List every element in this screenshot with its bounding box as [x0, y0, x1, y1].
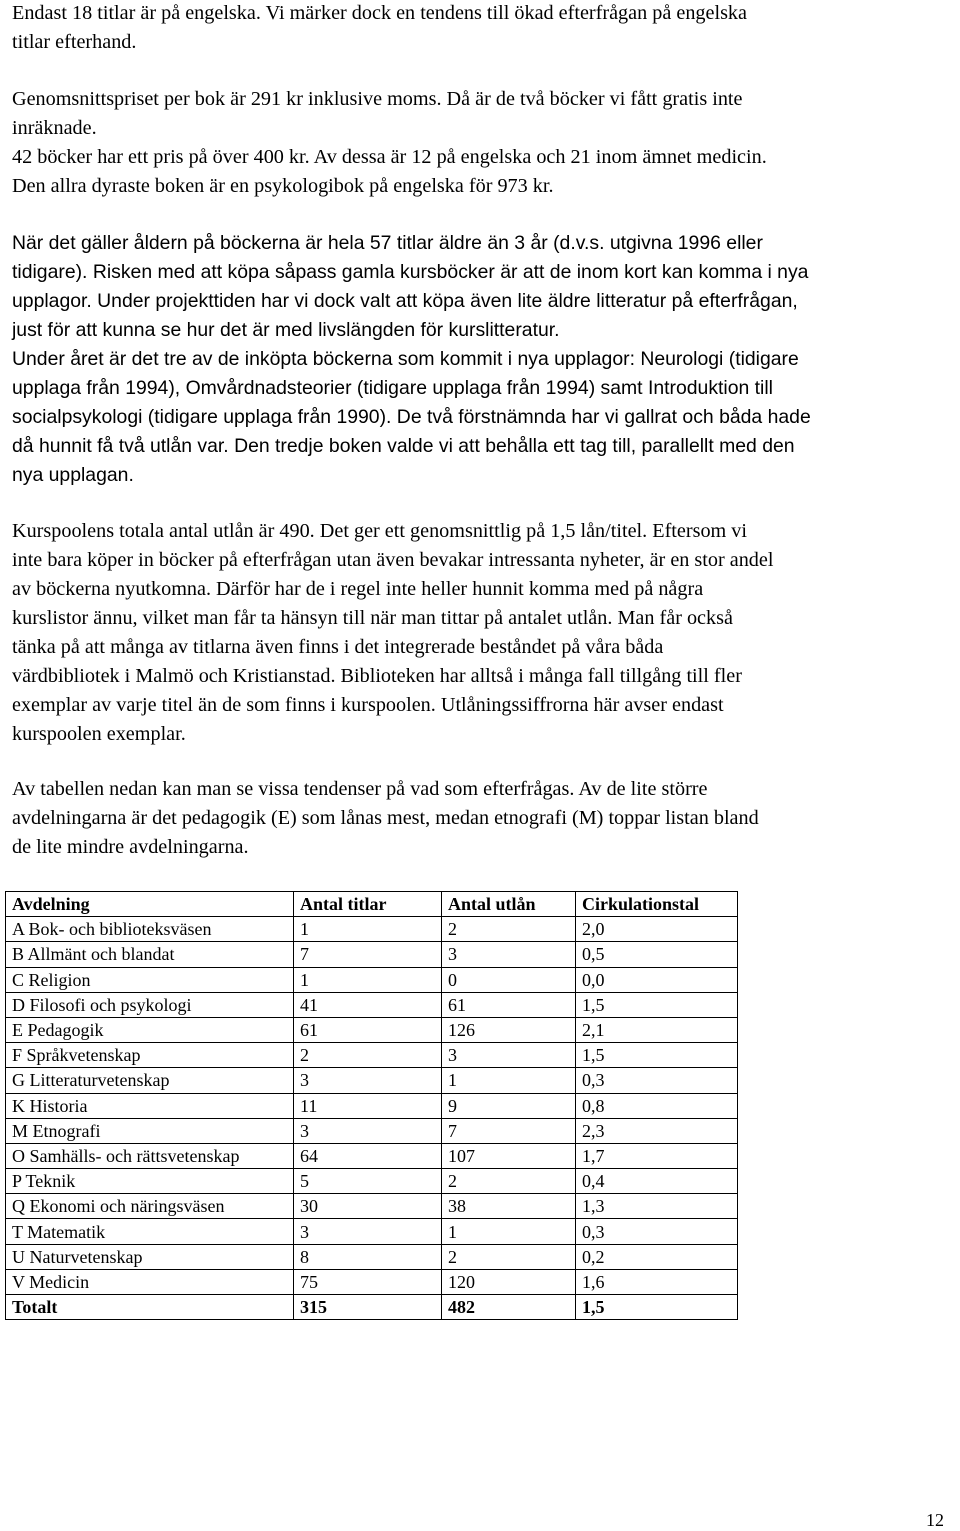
text-line: Den allra dyraste boken är en psykologibok på engelska för 973 kr.: [12, 175, 554, 197]
text-line: upplagor. Under projekttiden har vi dock valt att köpa även lite äldre litteratur på efterfrågan,: [12, 290, 798, 312]
table-cell: F Språkvetenskap: [6, 1043, 294, 1068]
table-cell: 1: [442, 1068, 576, 1093]
table-row: [6, 1118, 738, 1143]
text-line: exemplar av varje titel än de som finns i kurspoolen. Utlåningssiffrorna här avser endast: [12, 694, 724, 716]
text-line: inräknade.: [12, 117, 97, 139]
table-cell: E Pedagogik: [6, 1017, 294, 1042]
table-cell: 3: [294, 1068, 442, 1093]
table-cell: 1,6: [576, 1269, 738, 1294]
table-cell: 2: [442, 1244, 576, 1269]
text-line: just för att kunna se hur det är med livslängden för kurslitteratur.: [12, 319, 560, 341]
text-line: inte bara köper in böcker på efterfrågan utan även bevakar intressanta nyheter, är en stor andel: [12, 549, 774, 571]
table-cell: 315: [294, 1295, 442, 1320]
table-row: [6, 1244, 738, 1269]
text-line: avdelningarna är det pedagogik (E) som lånas mest, medan etnografi (M) toppar listan bland: [12, 807, 759, 829]
table-row: [6, 1043, 738, 1068]
text-line: kurslistor ännu, vilket man får ta hänsyn till när man tittar på antalet utlån. Man får också: [12, 607, 733, 629]
table-row: [6, 1093, 738, 1118]
table-cell: 41: [294, 992, 442, 1017]
table-cell: 38: [442, 1194, 576, 1219]
table-cell: 7: [294, 942, 442, 967]
table-row: [6, 1219, 738, 1244]
table-cell: P Teknik: [6, 1169, 294, 1194]
table-cell: V Medicin: [6, 1269, 294, 1294]
table-cell: M Etnografi: [6, 1118, 294, 1143]
table-row: [6, 1143, 738, 1168]
table-cell: 0,3: [576, 1219, 738, 1244]
table-row: [6, 917, 738, 942]
table-cell: 75: [294, 1269, 442, 1294]
table-cell: 61: [294, 1017, 442, 1042]
table-cell: 1,5: [576, 1295, 738, 1320]
paragraph-loans: [12, 517, 947, 749]
table-row: [6, 942, 738, 967]
table-cell: 0: [442, 967, 576, 992]
text-line: nya upplagan.: [12, 464, 134, 486]
table-cell: C Religion: [6, 967, 294, 992]
table-row: [6, 992, 738, 1017]
table-cell: 2,0: [576, 917, 738, 942]
table-cell: 1: [294, 967, 442, 992]
table-cell: 126: [442, 1017, 576, 1042]
text-line: kurspoolen exemplar.: [12, 723, 186, 745]
table-cell: 11: [294, 1093, 442, 1118]
table-cell: 8: [294, 1244, 442, 1269]
table-cell: 7: [442, 1118, 576, 1143]
column-header: Avdelning: [6, 892, 294, 917]
text-line: socialpsykologi (tidigare upplaga från 1990). De två förstnämnda har vi gallrat och båda hade: [12, 406, 811, 428]
table-header-row: [6, 892, 738, 917]
table-body: [6, 892, 738, 1320]
paragraph-table-intro: [12, 775, 947, 862]
table-cell: 1: [442, 1219, 576, 1244]
table-cell: 0,5: [576, 942, 738, 967]
table-cell: 2: [294, 1043, 442, 1068]
table-cell: U Naturvetenskap: [6, 1244, 294, 1269]
table-cell: 2: [442, 917, 576, 942]
table-cell: 2: [442, 1169, 576, 1194]
column-header: Antal titlar: [294, 892, 442, 917]
table-cell: 0,8: [576, 1093, 738, 1118]
table-cell: O Samhälls- och rättsvetenskap: [6, 1143, 294, 1168]
table-cell: 1,5: [576, 992, 738, 1017]
paragraph-book-age: [12, 229, 947, 490]
table-row: [6, 1169, 738, 1194]
table-cell: 2,1: [576, 1017, 738, 1042]
table-row: [6, 1017, 738, 1042]
text-line: av böckerna nyutkomna. Därför har de i regel inte heller hunnit komma med på några: [12, 578, 704, 600]
table-cell: 1,7: [576, 1143, 738, 1168]
table-cell: 120: [442, 1269, 576, 1294]
table-cell: 482: [442, 1295, 576, 1320]
table-row: [6, 1194, 738, 1219]
column-header: Antal utlån: [442, 892, 576, 917]
table-cell: G Litteraturvetenskap: [6, 1068, 294, 1093]
table-cell: 0,0: [576, 967, 738, 992]
table-cell: 64: [294, 1143, 442, 1168]
table-cell: 3: [294, 1118, 442, 1143]
table-row: [6, 1269, 738, 1294]
table-cell: T Matematik: [6, 1219, 294, 1244]
table-cell: 1,5: [576, 1043, 738, 1068]
table-cell: 0,3: [576, 1068, 738, 1093]
table-cell: 1,3: [576, 1194, 738, 1219]
table-cell: 3: [442, 1043, 576, 1068]
text-line: Genomsnittspriset per bok är 291 kr inklusive moms. Då är de två böcker vi fått gratis inte: [12, 88, 743, 110]
text-line: Av tabellen nedan kan man se vissa tendenser på vad som efterfrågas. Av de lite större: [12, 778, 708, 800]
table-cell: 3: [442, 942, 576, 967]
table-cell: K Historia: [6, 1093, 294, 1118]
paragraph-prices: [12, 85, 947, 201]
circulation-table: [5, 891, 738, 1320]
table-cell: 3: [294, 1219, 442, 1244]
text-line: Kurspoolens totala antal utlån är 490. Det ger ett genomsnittlig på 1,5 lån/titel. Eftersom vi: [12, 520, 747, 542]
table-cell: 61: [442, 992, 576, 1017]
table-cell: B Allmänt och blandat: [6, 942, 294, 967]
table-row: [6, 1068, 738, 1093]
table-cell: Totalt: [6, 1295, 294, 1320]
text-line: Endast 18 titlar är på engelska. Vi märker dock en tendens till ökad efterfrågan på engelska: [12, 2, 747, 24]
table-cell: 0,4: [576, 1169, 738, 1194]
table-cell: Q Ekonomi och näringsväsen: [6, 1194, 294, 1219]
text-line: När det gäller åldern på böckerna är hela 57 titlar äldre än 3 år (d.v.s. utgivna 1996 eller: [12, 232, 763, 254]
column-header: Cirkulationstal: [576, 892, 738, 917]
table-cell: 5: [294, 1169, 442, 1194]
text-line: titlar efterhand.: [12, 31, 137, 53]
text-line: värdbibliotek i Malmö och Kristianstad. Biblioteken har alltså i många fall tillgång till fler: [12, 665, 742, 687]
text-line: de lite mindre avdelningarna.: [12, 836, 249, 858]
text-line: då hunnit få två utlån var. Den tredje boken valde vi att behålla ett tag till, parallellt med den: [12, 435, 795, 457]
table-row: [6, 967, 738, 992]
text-line: Under året är det tre av de inköpta böckerna som kommit i nya upplagor: Neurologi (tidigare: [12, 348, 799, 370]
table-cell: A Bok- och biblioteksväsen: [6, 917, 294, 942]
text-line: tänka på att många av titlarna även finns i det integrerade beståndet på våra båda: [12, 636, 664, 658]
table-cell: 1: [294, 917, 442, 942]
paragraph-english-titles: [12, 0, 947, 57]
table-cell: 0,2: [576, 1244, 738, 1269]
page-number: 12: [926, 1510, 944, 1530]
table-total-row: [6, 1295, 738, 1320]
table-cell: D Filosofi och psykologi: [6, 992, 294, 1017]
text-line: tidigare). Risken med att köpa såpass gamla kursböcker är att de inom kort kan komma i nya: [12, 261, 809, 283]
text-line: upplaga från 1994), Omvårdnadsteorier (tidigare upplaga från 1994) samt Introduktion till: [12, 377, 773, 399]
text-line: 42 böcker har ett pris på över 400 kr. Av dessa är 12 på engelska och 21 inom ämnet medicin.: [12, 146, 767, 168]
table-cell: 107: [442, 1143, 576, 1168]
table-cell: 30: [294, 1194, 442, 1219]
table-cell: 9: [442, 1093, 576, 1118]
table-cell: 2,3: [576, 1118, 738, 1143]
